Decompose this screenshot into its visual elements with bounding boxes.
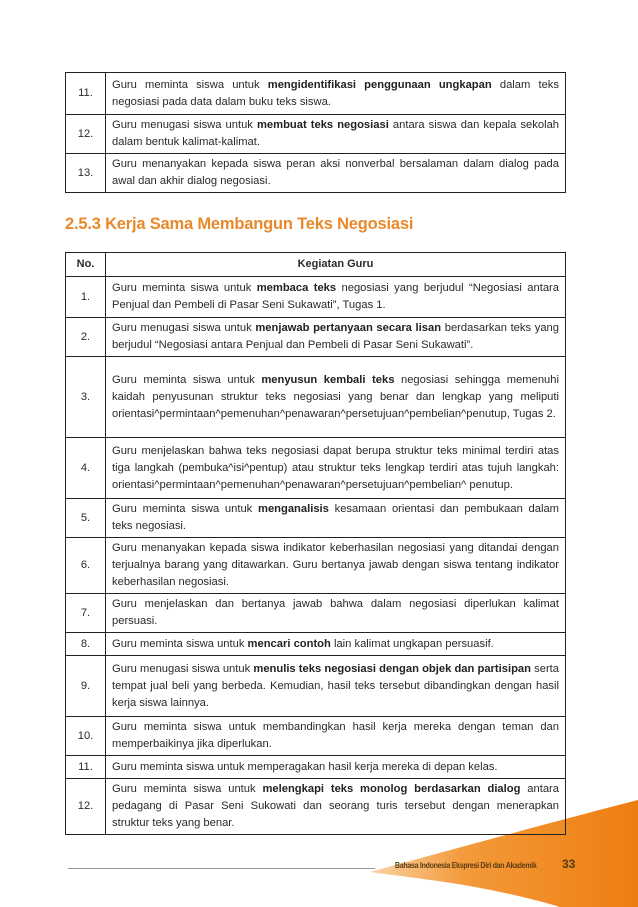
text-bold: melengkapi teks monolog berdasarkan dialog	[262, 783, 521, 795]
text-post: antara pedagang di Pasar Seni Sukowati dan seorang turis tersebut dengan menerapkan struktur teks yang benar.	[112, 783, 559, 829]
activity-text	[106, 633, 566, 656]
page-number: 33	[562, 857, 576, 871]
text-pre: Guru meminta siswa untuk	[112, 78, 268, 91]
activity-text	[106, 438, 566, 499]
text-post: negosiasi sehingga memenuhi kaidah penyusunan struktur teks negosiasi yang benar dan lengkap yang meliputi orientasi^permintaan^pemenuhan^penawaran^persetujuan^pembelian^penutup, Tugas 2.	[112, 373, 559, 420]
text-post: berdasarkan teks yang berjudul “Negosiasi antara Penjual dan Pembeli di Pasar Seni Sukawati”.	[112, 322, 559, 351]
table-row	[66, 357, 566, 438]
table-row	[66, 499, 566, 538]
activity-table-continued	[65, 72, 566, 193]
activity-table	[65, 252, 566, 835]
activity-text	[106, 318, 566, 357]
table-row	[66, 538, 566, 594]
header-activity: Kegiatan Guru	[106, 253, 566, 277]
activity-text	[106, 656, 566, 717]
table-row	[66, 277, 566, 318]
text-pre: Guru meminta siswa untuk	[112, 503, 258, 515]
text-bold: menjawab pertanyaan secara lisan	[255, 322, 442, 334]
text-post: serta tempat jual beli yang berbeda. Kemudian, hasil teks tersebut dibandingkan dengan hasil kerja siswa lainnya.	[112, 662, 560, 709]
row-number: 1.	[66, 277, 106, 318]
text-pre: Guru menanyakan kepada siswa indikator keberhasilan negosiasi yang ditandai dengan terjualnya barang yang ditawarkan. Guru bertanya jawab dengan siswa tentang indikator keberhasilan negosiasi.	[112, 542, 559, 588]
header-no: No.	[66, 253, 106, 277]
table-header-row	[66, 253, 566, 277]
footer-rule	[68, 868, 375, 869]
row-number: 6.	[66, 538, 106, 594]
activity-text	[106, 499, 566, 538]
row-number: 11.	[66, 73, 106, 115]
row-number: 13.	[66, 154, 106, 193]
table-row	[66, 779, 566, 835]
table-row	[66, 438, 566, 499]
activity-text	[106, 538, 566, 594]
text-post: negosiasi yang berjudul “Negosiasi antara Penjual dan Pembeli di Pasar Seni Sukawati”, Tugas 1.	[112, 282, 559, 311]
text-bold: menyusun kembali teks	[261, 373, 395, 386]
text-bold: menulis teks negosiasi dengan objek dan partisipan	[253, 662, 531, 675]
text-bold: membuat teks negosiasi	[256, 119, 389, 131]
table-row	[66, 154, 566, 193]
activity-text	[106, 73, 566, 115]
text-post: dalam teks negosiasi pada data dalam buku teks siswa.	[112, 78, 559, 108]
table-row	[66, 594, 566, 633]
text-pre: Guru meminta siswa untuk membandingkan hasil kerja mereka dengan teman dan memperbaikinya jika diperlukan.	[112, 721, 559, 750]
table-row	[66, 656, 566, 717]
text-pre: Guru meminta siswa untuk	[112, 282, 257, 294]
activity-text	[106, 277, 566, 318]
text-pre: Guru menugasi siswa untuk	[112, 322, 256, 334]
activity-text	[106, 717, 566, 756]
text-pre: Guru menugasi siswa untuk	[112, 119, 257, 131]
text-post: kesamaan orientasi dan pembukaan dalam teks negosiasi.	[112, 503, 559, 532]
text-post: antara siswa dan kepala sekolah dalam bentuk kalimat-kalimat.	[112, 119, 560, 148]
text-pre: Guru menanyakan kepada siswa peran aksi nonverbal bersalaman dalam dialog pada awal dan akhir dialog negosiasi.	[112, 158, 559, 187]
row-number: 3.	[66, 357, 106, 438]
row-number: 12.	[66, 779, 106, 835]
text-bold: menganalisis	[258, 503, 329, 515]
text-post: lain kalimat ungkapan persuasif.	[330, 637, 494, 650]
activity-text	[106, 154, 566, 193]
text-bold: mengidentifikasi penggunaan ungkapan	[267, 78, 492, 91]
activity-text	[106, 779, 566, 835]
row-number: 5.	[66, 499, 106, 538]
row-number: 10.	[66, 717, 106, 756]
row-number: 2.	[66, 318, 106, 357]
activity-text	[106, 115, 566, 154]
footer-book-title: Bahasa Indonesia Ekspresi Diri dan Akademik	[395, 861, 537, 870]
row-number: 12.	[66, 115, 106, 154]
text-pre: Guru meminta siswa untuk	[112, 783, 263, 795]
row-number: 8.	[66, 633, 106, 656]
text-bold: membaca teks	[256, 282, 337, 294]
row-number: 7.	[66, 594, 106, 633]
table-row	[66, 717, 566, 756]
activity-text	[106, 594, 566, 633]
table-row	[66, 115, 566, 154]
activity-text	[106, 357, 566, 438]
text-bold: mencari contoh	[247, 637, 331, 650]
section-heading: 2.5.3 Kerja Sama Membangun Teks Negosiasi	[65, 215, 414, 233]
text-pre: Guru meminta siswa untuk	[112, 637, 248, 650]
activity-text	[106, 756, 566, 779]
row-number: 9.	[66, 656, 106, 717]
row-number: 4.	[66, 438, 106, 499]
text-pre: Guru meminta siswa untuk memperagakan hasil kerja mereka di depan kelas.	[112, 760, 498, 773]
table-row	[66, 73, 566, 115]
table-row	[66, 633, 566, 656]
table-row	[66, 318, 566, 357]
text-pre: Guru menjelaskan dan bertanya jawab bahwa dalam negosiasi diperlukan kalimat persuasi.	[112, 598, 559, 627]
table-row	[66, 756, 566, 779]
text-pre: Guru menjelaskan bahwa teks negosiasi dapat berupa struktur teks minimal terdiri atas tiga langkah (pembuka^isi^pentup) atau struktur teks lengkap terdiri atas tujuh langkah: orientasi^permintaan^pemenuhan^penawaran^persetujuan^pembelian^ penutup.	[112, 444, 559, 491]
text-pre: Guru meminta siswa untuk	[112, 373, 262, 386]
row-number: 11.	[66, 756, 106, 779]
text-pre: Guru menugasi siswa untuk	[112, 662, 254, 675]
